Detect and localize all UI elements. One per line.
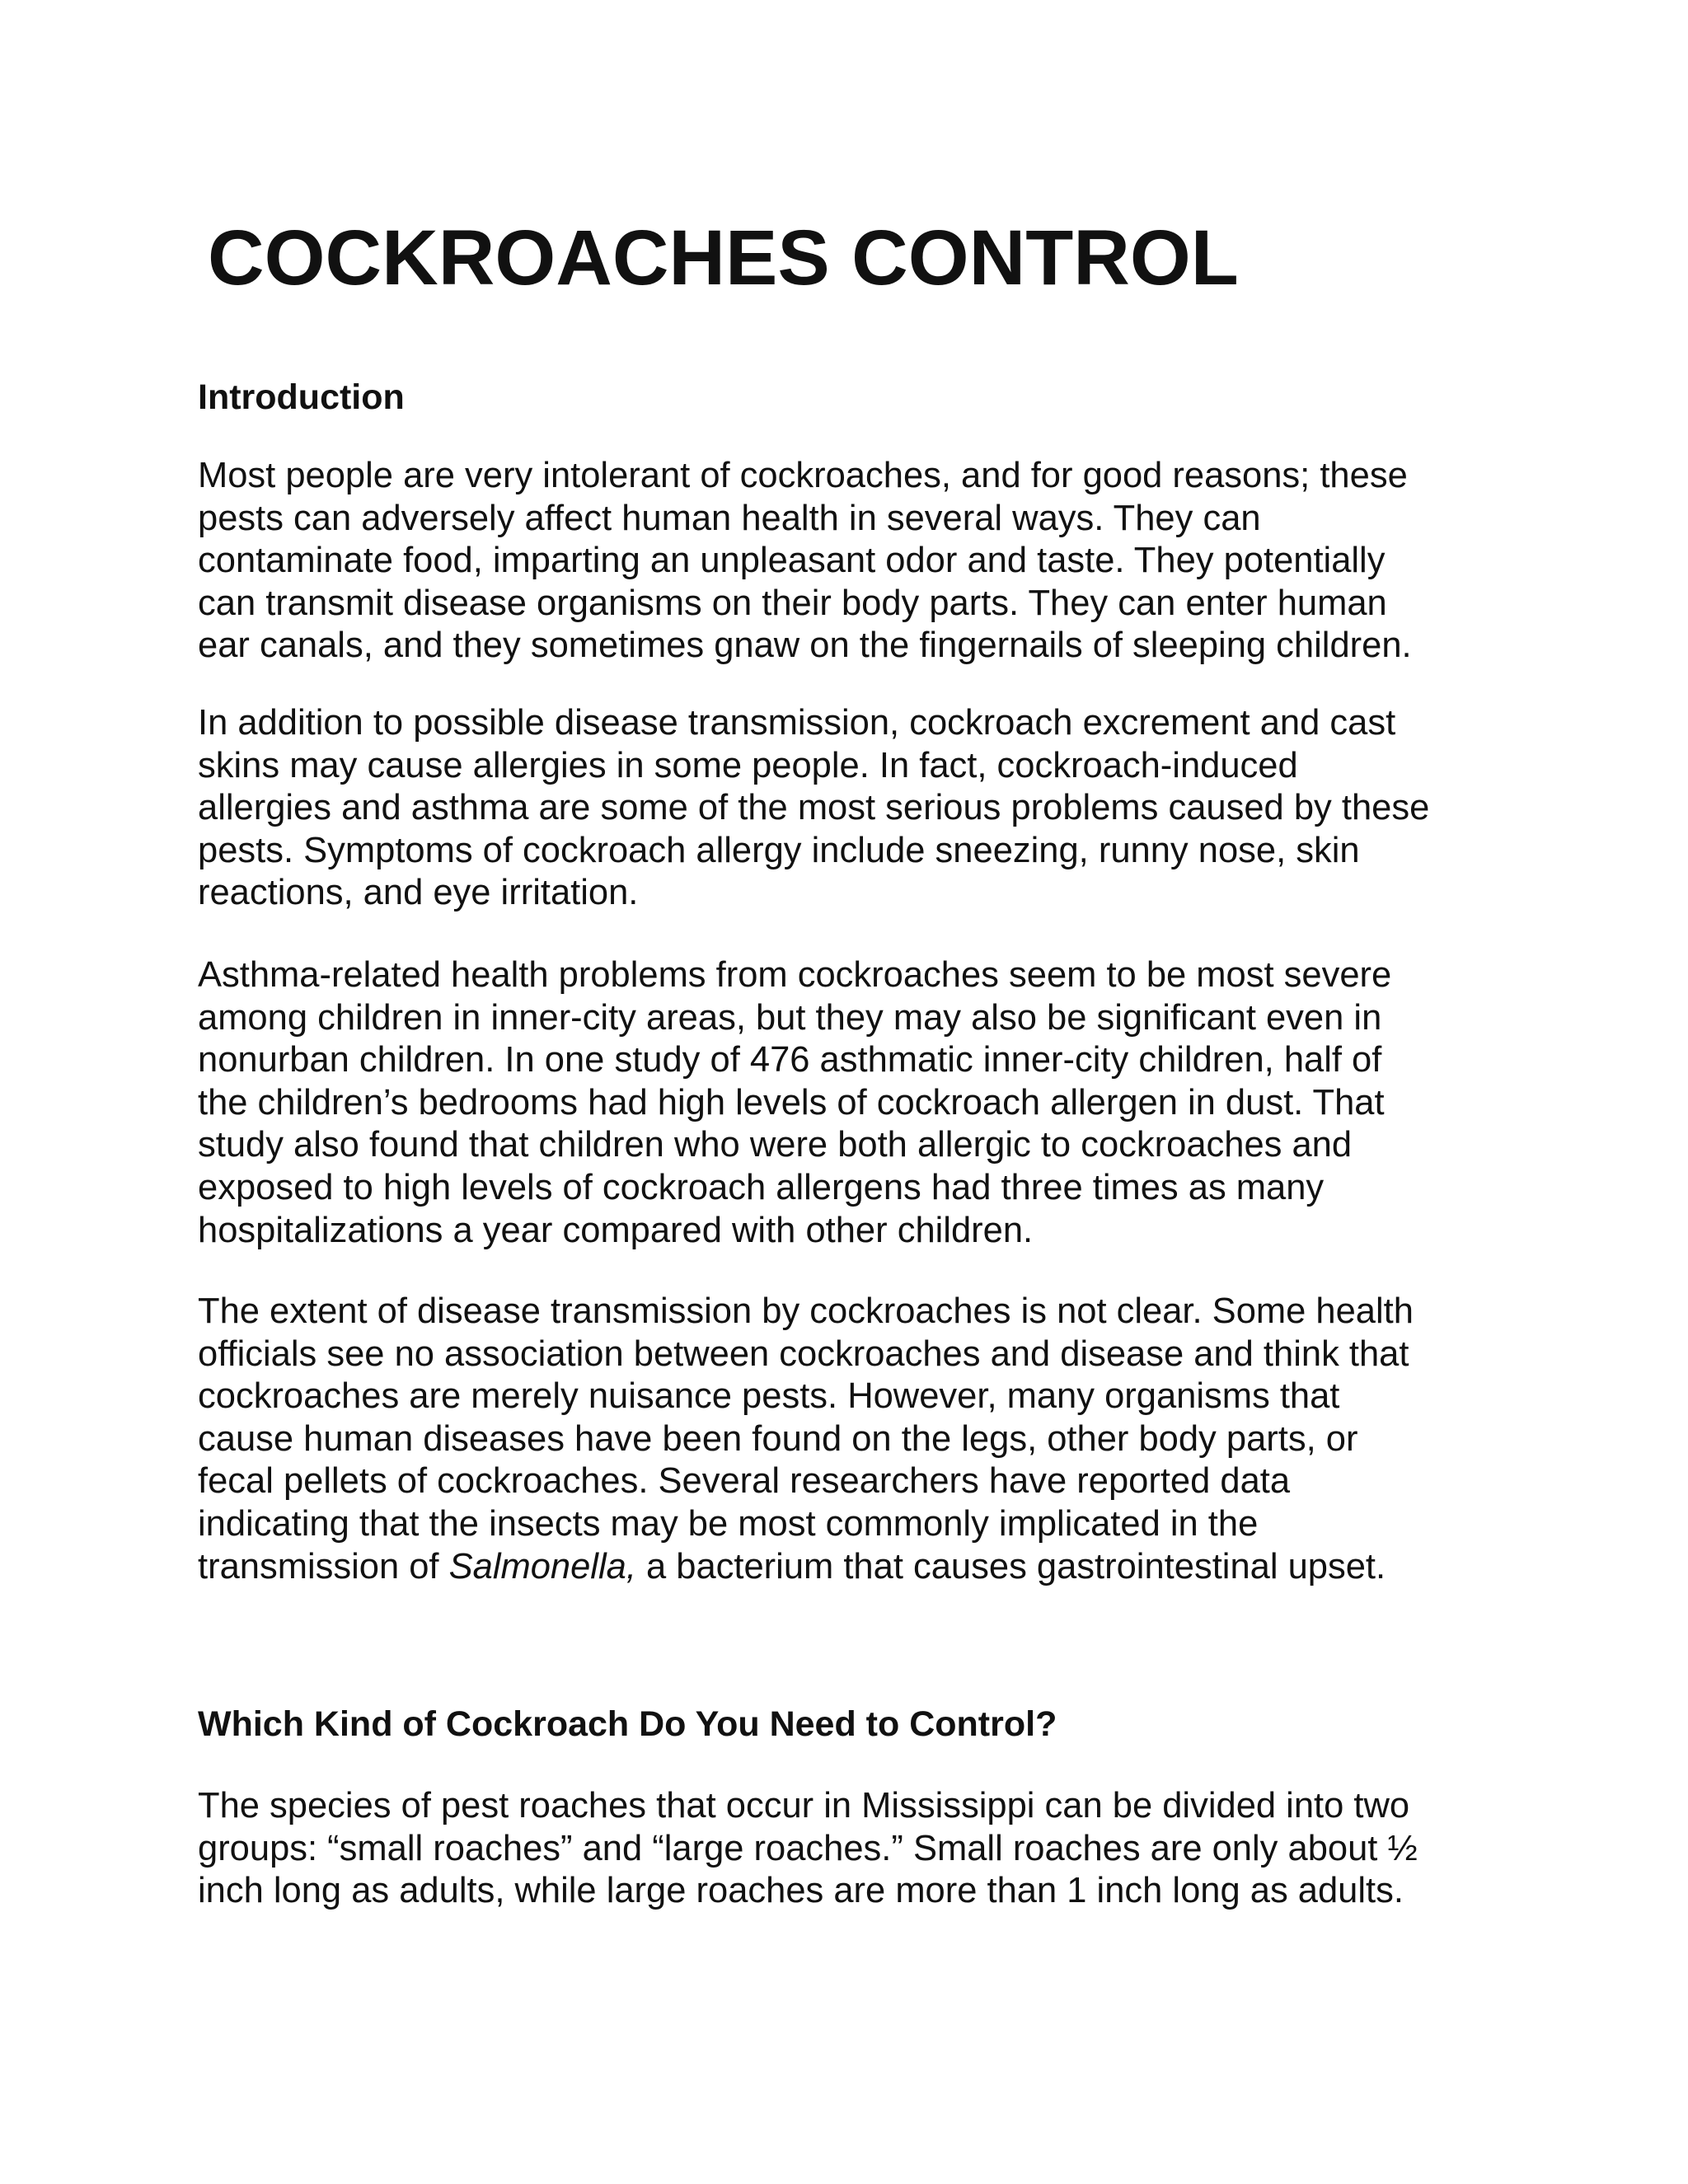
text-line-with-italic — [198, 1546, 1414, 1589]
text-line: skins may cause allergies in some people. In fact, cockroach-induced — [198, 745, 1298, 785]
text-line: cockroaches are merely nuisance pests. However, many organisms that — [198, 1376, 1340, 1417]
paragraph-intro-1 — [198, 455, 1412, 668]
text-line: ear canals, and they sometimes gnaw on the fingernails of sleeping children. — [198, 626, 1412, 666]
text-line: Asthma-related health problems from cockroaches seem to be most severe — [198, 955, 1392, 995]
italic-term-salmonella: Salmonella, — [448, 1546, 636, 1586]
text-line: the children’s bedrooms had high levels of cockroach allergen in dust. That — [198, 1082, 1385, 1122]
text-line: pests can adversely affect human health in several ways. They can — [198, 498, 1261, 538]
text-line: among children in inner-city areas, but they may also be significant even in — [198, 997, 1382, 1038]
text-line: can transmit disease organisms on their body parts. They can enter human — [198, 583, 1387, 623]
text-line: fecal pellets of cockroaches. Several researchers have reported data — [198, 1461, 1291, 1502]
text-line: allergies and asthma are some of the most serious problems caused by these — [198, 788, 1430, 828]
text-line: hospitalizations a year compared with other children. — [198, 1210, 1034, 1250]
text-line: Most people are very intolerant of cockroaches, and for good reasons; these — [198, 456, 1408, 495]
text-line: indicating that the insects may be most commonly implicated in the — [198, 1503, 1259, 1544]
text-line: The species of pest roaches that occur in Mississippi can be divided into two — [198, 1786, 1410, 1825]
text-run: transmission of — [198, 1546, 449, 1586]
text-line: contaminate food, imparting an unpleasant odor and taste. They potentially — [198, 541, 1386, 581]
text-line: reactions, and eye irritation. — [198, 873, 639, 913]
text-line: The extent of disease transmission by cockroaches is not clear. Some health — [198, 1291, 1414, 1331]
section-heading-introduction: Introduction — [198, 377, 405, 417]
text-line: inch long as adults, while large roaches are more than 1 inch long as adults. — [198, 1871, 1404, 1911]
text-line: In addition to possible disease transmission, cockroach excrement and cast — [198, 703, 1396, 743]
paragraph-intro-4 — [198, 1291, 1414, 1588]
text-line: exposed to high levels of cockroach allergens had three times as many — [198, 1167, 1325, 1207]
text-run: a bacterium that causes gastrointestinal upset. — [635, 1546, 1386, 1586]
text-line: nonurban children. In one study of 476 asthmatic inner-city children, half of — [198, 1040, 1382, 1080]
text-line: officials see no association between cockroaches and disease and think that — [198, 1333, 1409, 1374]
paragraph-intro-3 — [198, 954, 1391, 1252]
text-line: pests. Symptoms of cockroach allergy include sneezing, runny nose, skin — [198, 830, 1360, 870]
paragraph-intro-2 — [198, 702, 1429, 915]
paragraph-which-kind-1 — [198, 1785, 1418, 1913]
text-line: cause human diseases have been found on the legs, other body parts, or — [198, 1418, 1358, 1459]
section-heading-which-kind: Which Kind of Cockroach Do You Need to Control? — [198, 1704, 1057, 1744]
document-title: COCKROACHES CONTROL — [208, 214, 1239, 302]
text-line: groups: “small roaches” and “large roaches.” Small roaches are only about ½ — [198, 1828, 1418, 1868]
text-line: study also found that children who were both allergic to cockroaches and — [198, 1125, 1353, 1165]
